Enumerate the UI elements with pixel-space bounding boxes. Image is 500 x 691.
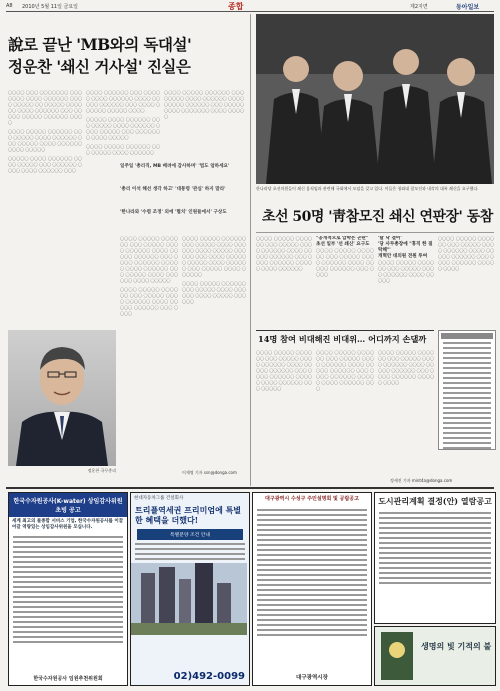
left-article-col4: 〇〇〇〇 〇〇〇〇〇 〇〇〇〇〇〇 〇〇〇 〇〇〇〇〇 〇〇〇〇 〇〇〇〇〇〇 〇〇〇〇 〇〇〇〇〇 〇〇〇〇〇〇 〇〇〇 〇〇〇〇 〇〇〇〇〇〇 〇〇〇〇〇 〇〇〇〇 〇〇〇〇〇〇 〇〇〇 〇〇〇〇〇 〇〇〇〇 〇〇〇〇〇〇 〇〇〇〇 〇〇〇〇〇 〇〇〇〇 〇〇〇〇〇 〇〇〇〇〇〇 〇〇〇 〇〇〇〇〇 〇〇〇〇 〇〇〇〇〇〇 〇〇〇〇 〇〇〇〇〇 〇〇〇〇〇〇 〇〇〇 〇〇〇〇 (120, 236, 178, 316)
page-meta: 제2지면 (410, 4, 428, 10)
ad-urban-plan (374, 492, 496, 624)
left-article-col3-top: 〇〇〇〇 〇〇〇〇〇 〇〇〇〇〇〇 〇〇〇 〇〇〇〇〇 〇〇〇〇 〇〇〇〇〇〇 〇〇〇〇 〇〇〇〇〇 〇〇〇〇〇〇 〇〇〇 〇〇〇〇〇 〇〇〇〇 〇〇〇〇〇〇〇 〇〇〇〇 〇〇〇〇〇 (164, 90, 244, 119)
group-photo-caption: 한나라당 초선의원들이 쇄신 움직임과 관련해 국회에서 모임을 갖고 있다. 이들은 청와대 참모진과 내각의 대폭 쇄신을 요구했다. (256, 186, 479, 191)
right-subhead-1: "공개적으로 압박은 곤란" (316, 236, 369, 241)
right-article-col1: 〇〇〇〇 〇〇〇〇〇 〇〇〇〇〇〇 〇〇〇 〇〇〇〇〇 〇〇〇〇 〇〇〇〇〇〇 〇〇〇〇 〇〇〇〇〇 〇〇〇〇〇〇 〇〇〇 〇〇〇〇 〇〇〇〇〇〇 〇〇〇〇〇 〇〇〇〇 〇〇〇〇〇〇 (256, 236, 312, 271)
ad-section-rule (6, 487, 494, 489)
ad-kwater-title: 한국수자원공사(K-water) 상임감사위원 초빙 공고 (9, 493, 127, 517)
issue-date: 2010년 5월 11일 금요일 (22, 4, 79, 10)
right-subhead-5: 개혁안 대의원 전원 투여 (378, 254, 428, 259)
ad-urban-plan-title: 도시관리계획 결정(안) 열람공고 (378, 496, 492, 506)
ad-kwater-subtitle: 세계 최고의 물종합 서비스 기업, 한국수자원공사를 이끌어갈 역량있는 상임감사위원을 모십니다. (12, 519, 124, 530)
right-headline-rule (256, 232, 494, 233)
ad-realestate-subtitle: 특별분양 조건 안내 (137, 529, 243, 540)
ad-realestate-brand: 현대자동차그룹 건설회사 (134, 496, 184, 501)
left-article-col2: 〇〇〇〇 〇〇〇〇〇〇 〇〇〇 〇〇〇〇〇 〇〇〇〇 〇〇〇〇〇〇 〇〇〇〇 〇〇〇〇〇 〇〇〇〇〇〇 〇〇〇 〇〇〇〇 〇〇〇〇〇〇 〇〇〇〇〇 〇〇〇〇 〇〇〇〇〇 〇〇〇〇 〇〇〇〇〇〇 〇〇〇 〇〇〇〇〇 〇〇〇〇 〇〇〇〇〇〇 〇〇〇〇 〇〇〇〇〇 〇〇〇 〇〇〇〇〇〇〇 〇〇〇〇 〇〇〇〇〇 〇〇〇〇 〇〇〇〇〇 〇〇〇〇〇〇 〇〇〇 〇〇〇〇〇 〇〇〇〇 〇〇〇〇〇〇 (86, 90, 160, 155)
ad-realestate-buildings-illustration (131, 563, 247, 635)
group-photo (256, 14, 494, 184)
box-article-headline: 14명 참여 비대해진 비대위… 어디까지 손댈까 (258, 334, 427, 344)
ad-public-notice (252, 492, 372, 686)
ad-book (374, 626, 496, 686)
pull-quote-2: '총리 이석 해선 생각 하고' '대통령 '관심' 하지 말라' (120, 187, 226, 192)
right-subhead-2: 초선 일부 '선 쇄신' 요구도 (316, 242, 370, 247)
member-list-table (438, 330, 496, 450)
ad-notice-footer: 대구광역시장 (296, 675, 328, 681)
portrait-caption: 정운찬 국무총리 (87, 468, 116, 473)
portrait-illustration (8, 330, 116, 466)
left-headline-line1: 說로 끝난 'MB와의 독대설' (8, 35, 192, 54)
right-article-col4: 〇〇〇〇 〇〇〇〇〇 〇〇〇〇〇〇 〇〇〇 〇〇〇〇〇 〇〇〇〇 〇〇〇〇〇〇 〇〇〇〇 〇〇〇〇〇 〇〇〇〇〇〇 〇〇〇 〇〇〇〇 〇〇〇〇〇〇 〇〇〇〇〇 〇〇〇〇 (438, 236, 494, 271)
right-article-col3: '탈 낙 결어' '당 사무총장에 "휴직 한 질탁해"' 개혁안 대의원 전원 투여 〇〇〇〇 〇〇〇〇〇 〇〇〇〇〇〇 〇〇〇 〇〇〇〇〇 〇〇〇〇 〇〇〇〇〇〇 〇〇〇〇 〇〇〇〇〇 (378, 236, 434, 283)
page-number: A8 (6, 3, 13, 9)
portrait-photo (8, 330, 116, 466)
ad-notice-title: 대구광역시 수성구 주민설명회 및 공람공고 (265, 496, 359, 502)
newspaper-logo: 동아일보 (456, 4, 480, 11)
ad-book-title: 생명의 빛 기적의 불 (421, 641, 492, 651)
ad-realestate-phone: 02)492-0099 (173, 671, 245, 682)
box-article-rule (256, 330, 434, 331)
ad-kwater-footer: 한국수자원공사 임원추천위원회 (33, 676, 103, 682)
box-article-col2: 〇〇〇〇 〇〇〇〇〇 〇〇〇〇〇〇 〇〇〇 〇〇〇〇〇 〇〇〇〇 〇〇〇〇〇〇 〇〇〇〇 〇〇〇〇〇 〇〇〇〇〇〇 〇〇〇 〇〇〇〇 〇〇〇〇〇〇 〇〇〇〇〇 〇〇〇〇 〇〇〇〇〇〇 〇〇〇 (316, 350, 374, 391)
left-byline: 이재명 기자 ssn@donga.com (182, 470, 237, 475)
ad-realestate (130, 492, 250, 686)
left-article-col5: 〇〇〇〇 〇〇〇〇〇 〇〇〇〇〇〇 〇〇〇 〇〇〇〇〇 〇〇〇〇 〇〇〇〇〇〇 〇〇〇〇 〇〇〇〇〇 〇〇〇〇〇〇 〇〇〇 〇〇〇〇 〇〇〇〇〇〇 〇〇〇〇〇 〇〇〇〇 〇〇〇〇〇〇 〇〇〇 〇〇〇〇〇 〇〇〇〇 〇〇〇〇〇〇 〇〇〇〇 〇〇〇〇〇 〇〇〇〇〇〇 〇〇〇 〇〇〇〇〇 〇〇〇〇 〇〇〇〇〇〇 〇〇〇〇 〇〇〇〇〇 〇〇〇〇〇〇 (182, 236, 246, 304)
ad-realestate-title: 트리플역세권 프리미엄에 특별한 혜택을 더했다! (135, 505, 242, 525)
right-article-col2: "공개적으로 압박은 곤란" 초선 일부 '선 쇄신' 요구도 〇〇〇〇 〇〇〇〇〇 〇〇〇〇〇〇 〇〇〇 〇〇〇〇〇 〇〇〇〇 〇〇〇〇〇〇 〇〇〇〇 〇〇〇〇〇 〇〇〇〇〇〇 〇〇〇 〇〇〇〇 (316, 236, 374, 277)
left-headline-line2: 정운찬 '쇄신 거사설' 진실은 (8, 57, 191, 76)
section-name: 종합 (228, 2, 244, 11)
right-subhead-4: '당 사무총장에 "휴직 한 질탁해"' (378, 242, 433, 253)
pull-quote-3: '한나라와 '수렴 조정' 외에 '협치' 인원들에서' 구상도 (120, 210, 227, 215)
column-divider (250, 14, 251, 486)
right-headline: 초선 50명 '靑참모진 쇄신 연판장' 동참 (262, 209, 493, 225)
box-article-col3: 〇〇〇〇 〇〇〇〇〇 〇〇〇〇〇〇 〇〇〇 〇〇〇〇〇 〇〇〇〇 〇〇〇〇〇〇 〇〇〇〇 〇〇〇〇〇 〇〇〇〇〇〇 〇〇〇 〇〇〇〇 〇〇〇〇〇〇 〇〇〇〇〇 〇〇〇〇 (378, 350, 434, 385)
left-article-col1: 〇〇〇〇 〇〇〇 〇〇〇〇〇〇〇 〇〇〇 〇〇〇〇 〇〇〇〇 〇〇〇〇〇〇 〇〇〇〇 〇〇〇〇〇 〇〇 〇〇〇〇〇 〇〇〇〇〇〇 〇〇〇〇 〇〇〇〇〇〇 〇〇〇 〇〇〇〇〇 〇〇〇〇〇 〇〇〇〇〇〇 〇〇〇〇 〇〇〇〇 〇〇〇〇〇 〇〇〇〇〇〇 〇〇〇 〇〇〇〇〇 〇〇〇〇 〇〇〇〇〇〇 〇〇〇 〇〇〇〇〇 〇〇〇〇 〇〇〇〇〇〇 〇〇〇〇 〇〇〇〇〇 〇〇〇〇〇 〇〇〇〇 〇〇〇〇〇〇 〇〇〇〇 〇〇〇〇〇 〇〇〇 〇〇〇〇〇〇 〇〇〇〇 〇〇〇〇 〇〇〇〇〇〇 〇〇〇 (8, 90, 82, 173)
right-subhead-3: '탈 낙 결어' (378, 236, 402, 241)
ad-kwater (8, 492, 128, 686)
header-rule (6, 11, 494, 12)
right-byline: 정세진 기자 mint4a@donga.com (390, 478, 453, 483)
ad-book-cover-illustration (377, 628, 417, 684)
group-photo-illustration (256, 14, 494, 184)
box-article-col1: 〇〇〇〇 〇〇〇〇〇 〇〇〇〇〇〇 〇〇〇 〇〇〇〇〇 〇〇〇〇 〇〇〇〇〇〇 〇〇〇〇 〇〇〇〇〇 〇〇〇〇〇〇 〇〇〇 〇〇〇〇 〇〇〇〇〇〇 〇〇〇〇〇 〇〇〇〇 〇〇〇〇〇〇 〇〇〇 〇〇〇〇〇 (256, 350, 312, 391)
pull-quote-1: 일주일 '총리직, MB 배려에 감사하며' '법도 엄하세요' (120, 164, 230, 169)
